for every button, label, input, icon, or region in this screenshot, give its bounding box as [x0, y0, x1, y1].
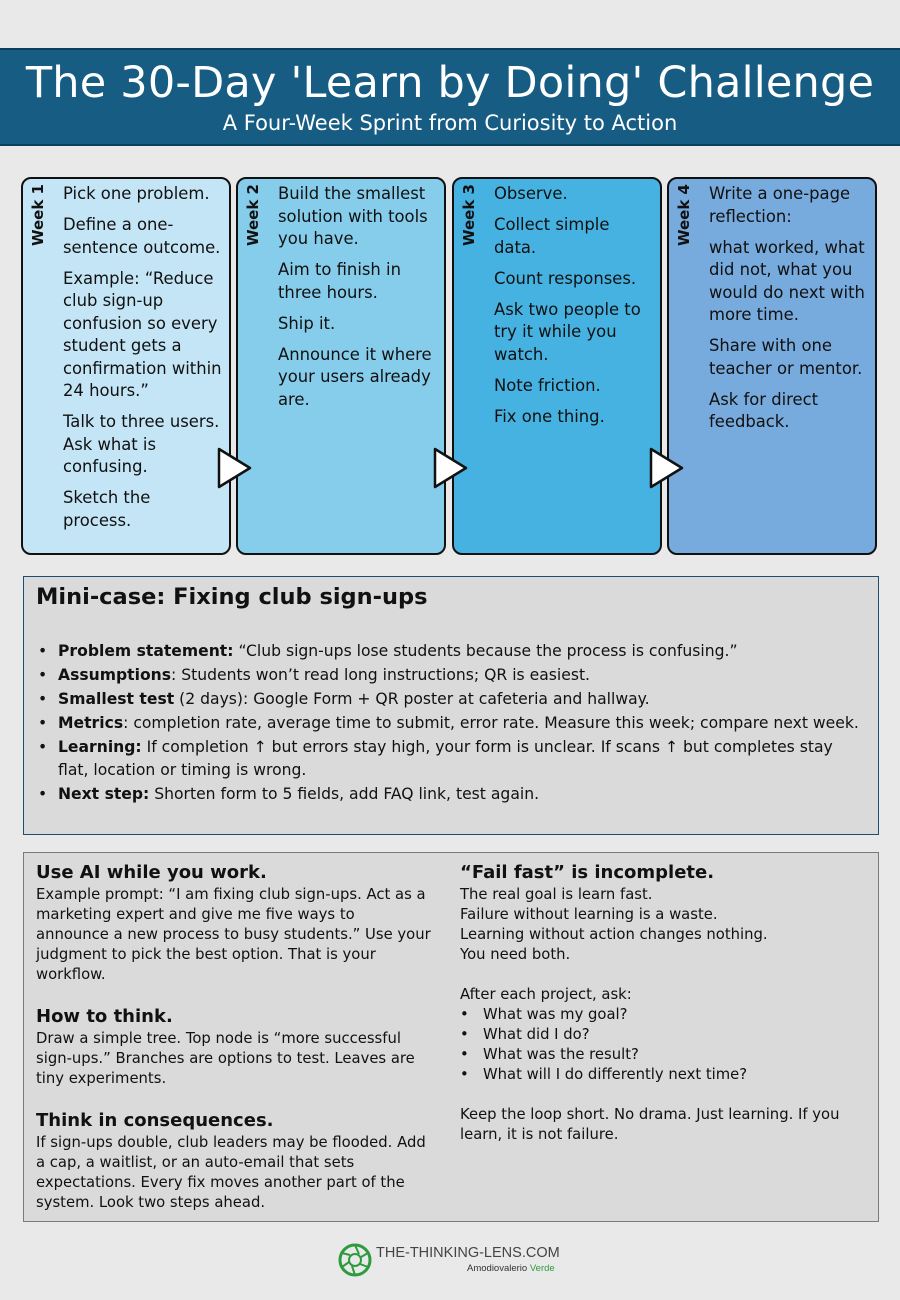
closing-text: Keep the loop short. No drama. Just learning. If you learn, it is not failure.	[460, 1106, 840, 1143]
fail-fast-line: Learning without action changes nothing.	[460, 926, 768, 943]
think-heading: How to think.	[36, 1006, 173, 1027]
week-1-list	[63, 183, 223, 541]
bullet-icon: •	[38, 642, 48, 660]
weeks-row	[21, 177, 878, 555]
bullet-icon: •	[460, 1026, 469, 1043]
question-item: • What did I do?	[460, 1026, 590, 1043]
header-banner	[0, 48, 900, 146]
bullet-icon: •	[460, 1066, 469, 1083]
week-2-item: Build the smallest solution with tools you have.	[278, 184, 428, 248]
question-item: • What was my goal?	[460, 1006, 628, 1023]
fail-fast-line: You need both.	[460, 946, 571, 963]
reflection-questions	[460, 1005, 870, 1085]
week-3-list	[494, 183, 654, 437]
week-label: Week 1	[29, 184, 47, 246]
bullet-icon: •	[38, 738, 48, 756]
week-3-item: Ask two people to try it while you watch.	[494, 299, 641, 364]
fail-fast-heading: “Fail fast” is incomplete.	[460, 862, 715, 883]
week-1-item: Talk to three users. Ask what is confusing.	[63, 412, 220, 476]
week-1-item: Pick one problem.	[63, 184, 210, 203]
minicase-panel	[23, 576, 879, 835]
consequences-heading: Think in consequences.	[36, 1110, 274, 1131]
fail-fast-line: Failure without learning is a waste.	[460, 906, 718, 923]
week-2-item: Announce it where your users already are.	[278, 344, 432, 409]
tips-panel	[23, 852, 879, 1222]
tips-left-column	[36, 861, 431, 1233]
question-item: • What was the result?	[460, 1046, 639, 1063]
bullet-icon: •	[38, 666, 48, 684]
week-3-item: Note friction.	[494, 375, 601, 395]
week-4-item: Share with one teacher or mentor.	[709, 336, 863, 378]
site-name: THE-THINKING-LENS.COM	[376, 1245, 560, 1261]
ai-heading: Use AI while you work.	[36, 862, 267, 883]
ask-intro: After each project, ask:	[460, 986, 632, 1003]
minicase-item: • Learning: If completion ↑ but errors stay high, your form is unclear. If scans ↑ but completes stay flat, location or timing is wrong.	[38, 738, 833, 779]
week-card-4	[667, 177, 877, 555]
aperture-logo-icon	[338, 1243, 372, 1277]
bullet-icon: •	[38, 690, 48, 708]
play-arrow-icon	[217, 447, 253, 489]
consequences-body: If sign-ups double, club leaders may be flooded. Add a cap, a waitlist, or an auto-email that sets expectations. Every fix moves another part of the system. Look two steps ahead.	[36, 1134, 426, 1211]
ai-section	[36, 861, 431, 985]
minicase-item: • Metrics: completion rate, average time to submit, error rate. Measure this week; compare next week.	[38, 712, 866, 735]
footer	[338, 1243, 578, 1279]
week-card-2	[236, 177, 446, 555]
week-1-item: Define a one-sentence outcome.	[63, 215, 221, 257]
week-1-item: Example: “Reduce club sign-up confusion so every student gets a confirmation within 24 hours.”	[63, 268, 222, 400]
minicase-title: Mini-case: Fixing club sign-ups	[36, 584, 428, 610]
week-3-item: Collect simple data.	[494, 215, 610, 257]
fail-fast-line: The real goal is learn fast.	[460, 886, 653, 903]
play-arrow-icon	[433, 447, 469, 489]
bullet-icon: •	[38, 784, 48, 803]
week-4-item: Ask for direct feedback.	[709, 389, 819, 431]
week-3-item: Count responses.	[494, 268, 637, 288]
think-body: Draw a simple tree. Top node is “more successful sign-ups.” Branches are options to test. Leaves are tiny experiments.	[36, 1030, 415, 1087]
author-name: Amodiovalerio Verde	[467, 1263, 555, 1274]
week-card-3	[452, 177, 662, 555]
week-3-item: Fix one thing.	[494, 406, 605, 426]
bullet-icon: •	[38, 714, 48, 732]
minicase-item: • Assumptions: Students won’t read long instructions; QR is easiest.	[38, 664, 866, 687]
week-label: Week 3	[460, 184, 478, 246]
tips-right-column	[460, 861, 870, 1145]
week-1-item: Sketch the process.	[63, 488, 151, 530]
minicase-list	[38, 640, 866, 807]
week-4-list	[709, 183, 869, 442]
week-label: Week 4	[675, 184, 693, 246]
week-card-1	[21, 177, 231, 555]
ai-body: Example prompt: “I am fixing club sign-ups. Act as a marketing expert and give me five ways to announce a new process to busy students.” Use your judgment to pick the best option. That is your workflow.	[36, 886, 431, 983]
bullet-icon: •	[460, 1006, 469, 1023]
week-label: Week 2	[244, 184, 262, 246]
page-title: The 30-Day 'Learn by Doing' Challenge	[25, 58, 875, 108]
week-2-item: Aim to finish in three hours.	[278, 260, 401, 302]
week-4-item: what worked, what did not, what you would do next with more time.	[709, 237, 865, 324]
consequences-section	[36, 1109, 431, 1213]
minicase-item: • Next step: Shorten form to 5 fields, add FAQ link, test again.	[38, 783, 866, 806]
think-section	[36, 1005, 431, 1089]
minicase-item: • Problem statement: “Club sign-ups lose students because the process is confusing.”	[38, 640, 866, 663]
minicase-item: • Smallest test (2 days): Google Form + QR poster at cafeteria and hallway.	[38, 688, 866, 711]
page-subtitle: A Four-Week Sprint from Curiosity to Action	[222, 111, 678, 135]
question-item: • What will I do differently next time?	[460, 1066, 748, 1083]
week-2-item: Ship it.	[278, 313, 336, 333]
week-3-item: Observe.	[494, 184, 568, 203]
play-arrow-icon	[649, 447, 685, 489]
week-4-item: Write a one-page reflection:	[709, 184, 851, 226]
week-2-list	[278, 183, 438, 420]
bullet-icon: •	[460, 1046, 469, 1063]
